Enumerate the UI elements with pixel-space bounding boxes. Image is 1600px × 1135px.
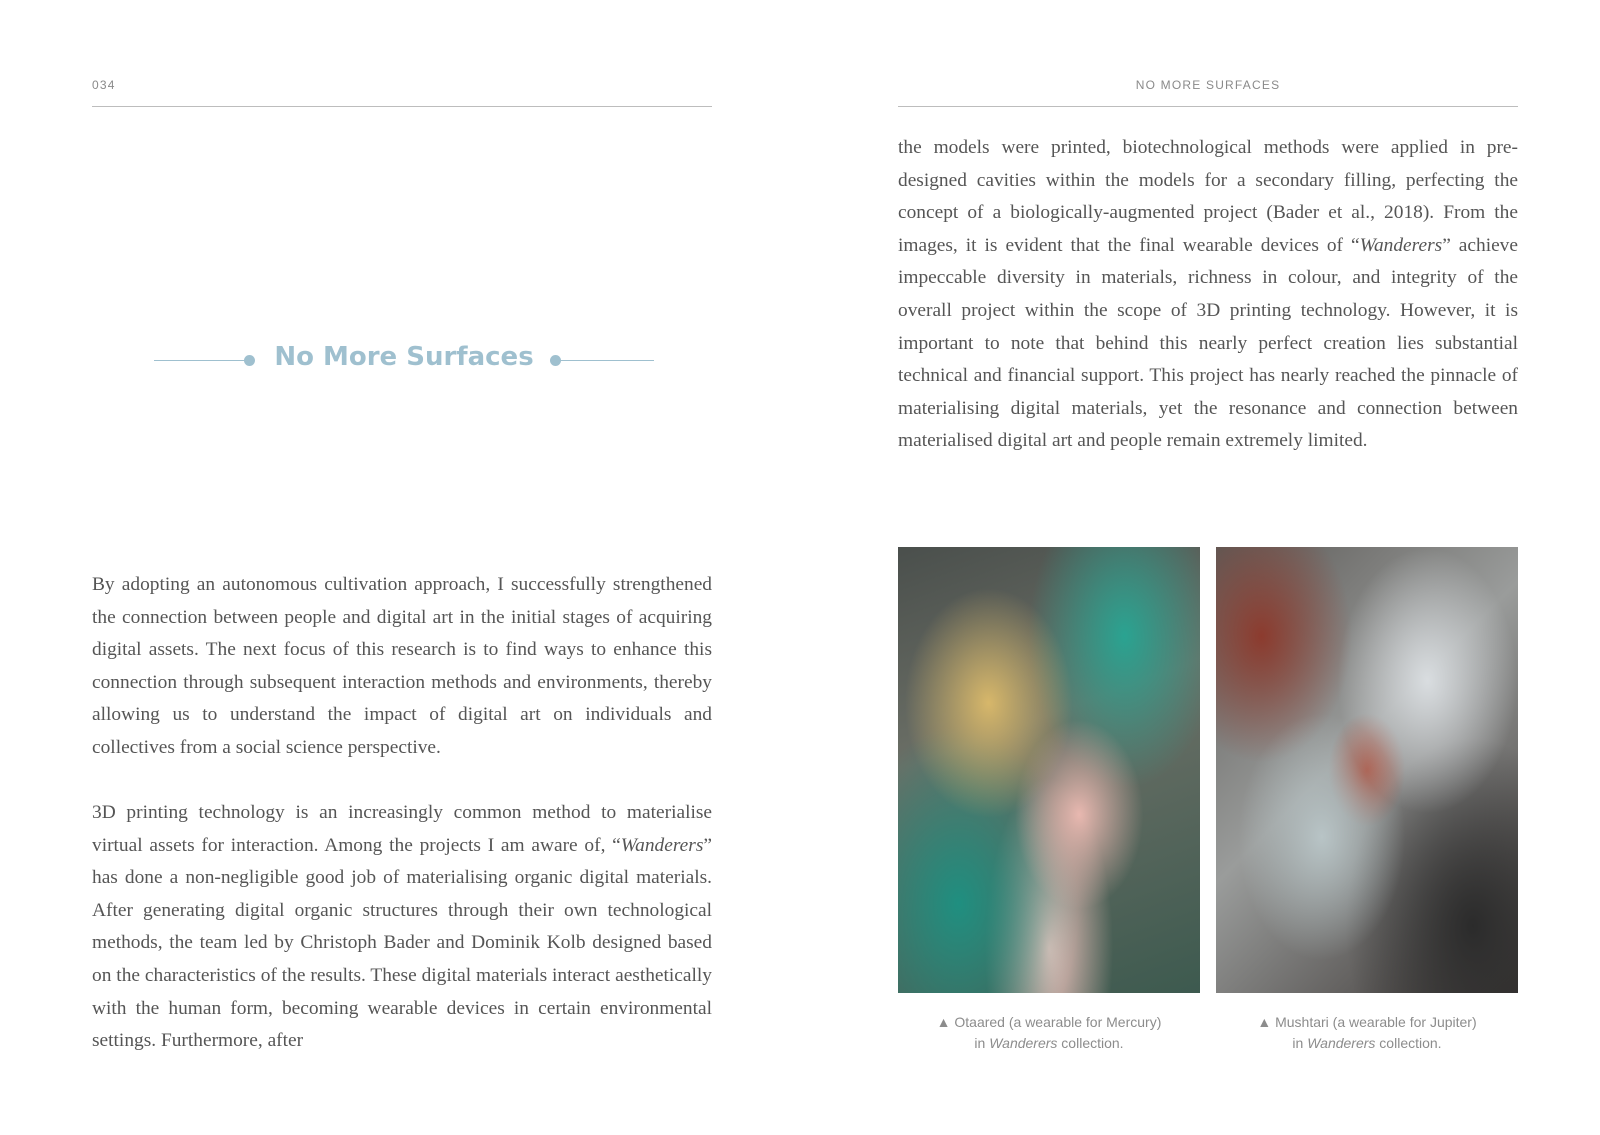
header-rule — [92, 106, 712, 107]
caption-1-line-2: in Wanderers collection. — [974, 1035, 1124, 1051]
body-paragraph-3 — [898, 132, 1518, 458]
figure-caption-1 — [898, 1012, 1200, 1054]
body-paragraph-2 — [92, 797, 712, 1058]
right-page — [898, 0, 1518, 1135]
body-paragraph-1: By adopting an autonomous cultivation approach, I successfully strengthened the connection between people and digital art in the initial stages of acquiring digital assets. The next focus of this research is to find ways to enhance this connection through subsequent interaction methods and environments, thereby allowing us to understand the impact of digital art on individuals and collectives from a social science perspective. — [92, 574, 712, 758]
para2-italic-title: Wanderers — [620, 834, 704, 856]
chapter-title: No More Surfaces — [274, 342, 534, 372]
para3-text-a: the models were printed, biotechnological methods were applied in pre-designed cavities within the models for a secondary filling, perfecting the concept of a biologically-augmented project (Bader et al., 2018). From the images, it is evident that the final wearable devices of “ — [898, 137, 1518, 256]
caption-2-line-1: ▲ Mushtari (a wearable for Jupiter) — [1257, 1014, 1477, 1030]
chapter-heading — [154, 336, 654, 386]
figure-image-mushtari — [1216, 547, 1518, 993]
heading-line-right — [558, 360, 654, 361]
para3-text-b: ” achieve impeccable diversity in materials, richness in colour, and integrity of the overall project within the scope of 3D printing technology. However, it is important to note that behind this nearly perfect creation lies substantial technical and financial support. This project has nearly reached the pinnacle of materialising digital materials, yet the resonance and connection between materialised digital art and people remain extremely limited. — [898, 234, 1518, 452]
para3-italic-title: Wanderers — [1359, 234, 1443, 256]
para2-text-b: ” has done a non-negligible good job of materialising organic digital materials. After generating digital organic structures through their own technological methods, the team led by Christoph Bader and Dominik Kolb designed based on the characteristics of the results. These digital materials interact aesthetically with the human form, becoming wearable devices in certain environmental settings. Furthermore, after — [92, 834, 712, 1052]
caption-1-line-1: ▲ Otaared (a wearable for Mercury) — [936, 1014, 1162, 1030]
para2-text-a: 3D printing technology is an increasingly common method to materialise virtual assets for interaction. Among the projects I am aware of, “ — [92, 802, 712, 856]
caption-2-line-2: in Wanderers collection. — [1292, 1035, 1442, 1051]
header-rule — [898, 106, 1518, 107]
figure-caption-2 — [1216, 1012, 1518, 1054]
page-number: 034 — [92, 78, 116, 92]
left-page — [92, 0, 712, 1135]
figure-image-otaared — [898, 547, 1200, 993]
running-head: NO MORE SURFACES — [1135, 78, 1281, 92]
